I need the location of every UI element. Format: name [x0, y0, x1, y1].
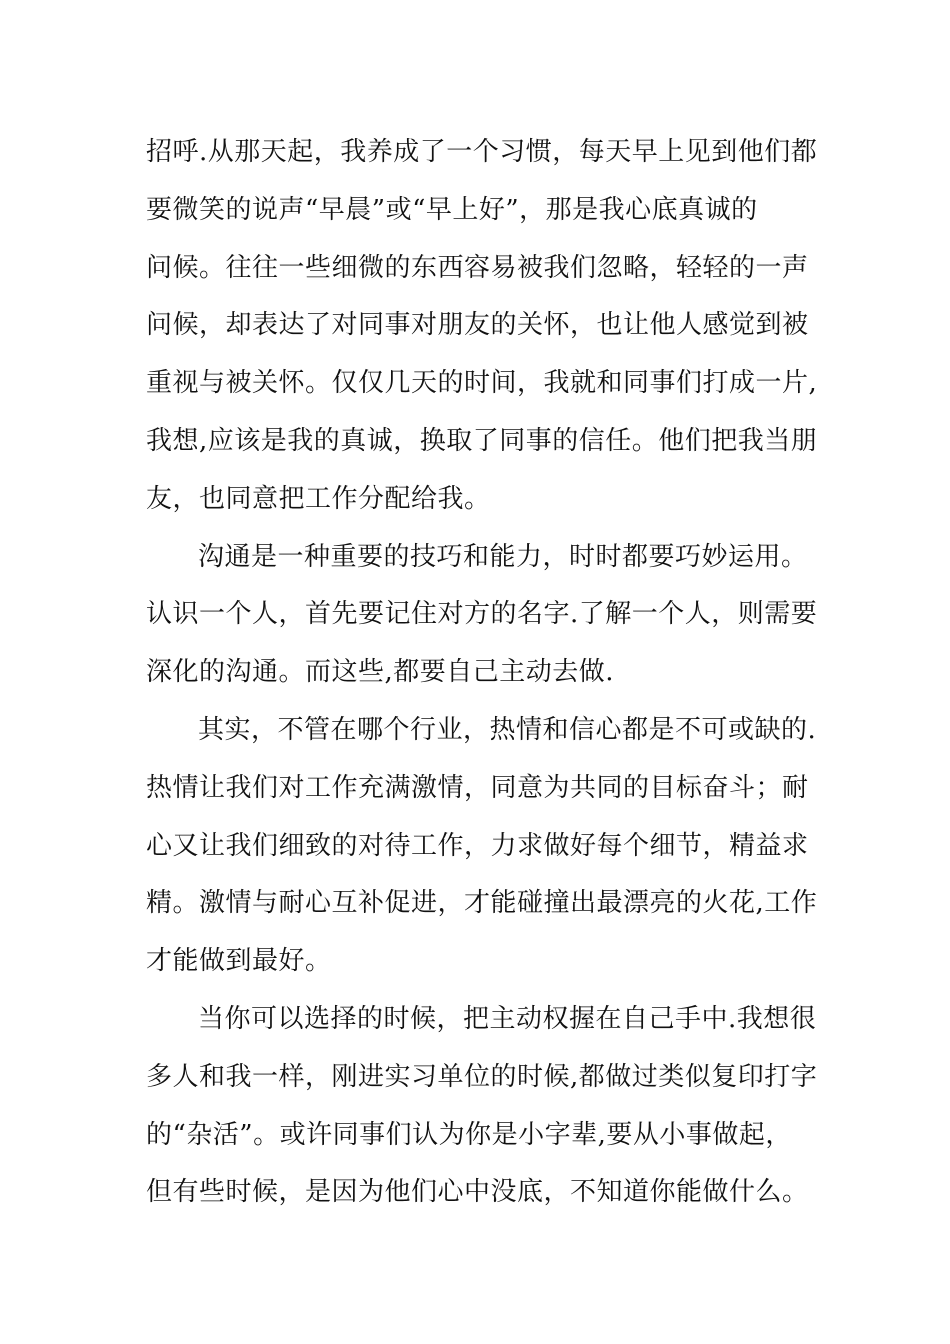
text-line: 但有些时候，是因为他们心中没底，不知道你能做什么。 — [146, 1177, 809, 1208]
text-line: 要微笑的说声“早晨”或“早上好”，那是我心底真诚的 — [146, 194, 758, 225]
text-line: 我想,应该是我的真诚，换取了同事的信任。他们把我当朋 — [146, 425, 818, 456]
text-line: 热情让我们对工作充满激情，同意为共同的目标奋斗；耐 — [146, 772, 809, 803]
paragraph-1 — [146, 124, 818, 529]
text-line: 精。激情与耐心互补促进，才能碰撞出最漂亮的火花,工作 — [146, 888, 818, 919]
text-line: 问候，却表达了对同事对朋友的关怀，也让他人感觉到被 — [146, 310, 809, 341]
text-line-indented: 当你可以选择的时候，把主动权握在自己手中.我想很 — [198, 1003, 817, 1034]
text-line: 才能做到最好。 — [146, 946, 332, 977]
paragraph-3 — [146, 702, 818, 991]
text-line: 友，也同意把工作分配给我。 — [146, 483, 491, 514]
text-line: 心又让我们细致的对待工作，力求做好每个细节，精益求 — [146, 830, 809, 861]
text-line-indented: 沟通是一种重要的技巧和能力，时时都要巧妙运用。 — [198, 541, 808, 572]
text-line: 重视与被关怀。仅仅几天的时间，我就和同事们打成一片, — [146, 368, 818, 399]
text-line: 深化的沟通。而这些,都要自己主动去做. — [146, 657, 615, 688]
text-line: 问候。往往一些细微的东西容易被我们忽略，轻轻的一声 — [146, 252, 809, 283]
paragraph-2 — [146, 529, 818, 702]
text-line: 的“杂活”。或许同事们认为你是小字辈,要从小事做起， — [146, 1119, 792, 1150]
text-line: 认识一个人，首先要记住对方的名字.了解一个人，则需要 — [146, 599, 818, 630]
text-line: 招呼.从那天起，我养成了一个习惯，每天早上见到他们都 — [146, 137, 818, 167]
body-text — [146, 124, 818, 1222]
text-line-indented: 其实，不管在哪个行业，热情和信心都是不可或缺的. — [198, 714, 817, 745]
text-line: 多人和我一样，刚进实习单位的时候,都做过类似复印打字 — [146, 1061, 818, 1092]
paragraph-4 — [146, 991, 818, 1222]
